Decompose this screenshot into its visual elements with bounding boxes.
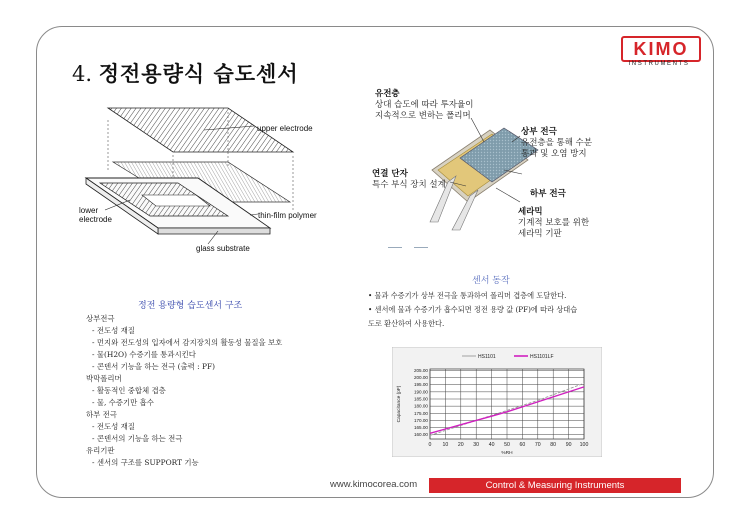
list-item: • 센서에 물과 수증기가 흡수되면 정전 용량 값 (PF)에 따라 상대습 — [368, 305, 578, 314]
x-tick-label: 80 — [550, 442, 557, 448]
footer-bar: Control & Measuring Instruments — [429, 478, 681, 493]
list-item: - 물(H2O) 수증기를 통과시킨다 — [92, 350, 196, 359]
list-item: 박막폴리머 — [86, 374, 122, 383]
capacitance-chart — [392, 347, 602, 457]
decor-dash — [388, 247, 402, 248]
label-upper-electrode: upper electrode — [257, 124, 313, 133]
structure-description-list — [86, 313, 282, 469]
list-item: 하부 전극 — [86, 410, 117, 419]
x-tick-label: 20 — [457, 442, 464, 448]
list-item: - 활동적인 중합체 겹층 — [92, 386, 166, 395]
list-item: 유리기판 — [86, 446, 115, 455]
page-title — [72, 58, 299, 88]
list-item: - 센서의 구조를 SUPPORT 기능 — [92, 458, 199, 467]
x-tick-label: 30 — [473, 442, 480, 448]
label-terminal: 연결 단자 특수 부식 장치 설계 — [372, 169, 446, 190]
y-axis-label: Capacitance (pF) — [397, 385, 402, 423]
label-lower: lower — [79, 206, 99, 215]
x-axis-label: %RH — [501, 451, 513, 456]
left-caption: 정전 용량형 습도센서 구조 — [138, 301, 243, 311]
list-item: - 먼지와 전도성의 입자에서 감지장치의 활동성 물질을 보호 — [92, 338, 283, 347]
label-dielectric: 유전층 상대 습도에 따라 투자율이 지속적으로 변하는 폴리머 — [375, 89, 474, 121]
list-item: - 콘덴서 기능을 하는 전극 (출력 : PF) — [92, 362, 215, 371]
list-item: 도로 환산하여 사용한다. — [368, 319, 445, 328]
list-item: - 물, 수증기만 흡수 — [92, 398, 154, 407]
label-upper-electrode-kr: 상부 전극 유전층을 통해 수분 통과 및 오염 방지 — [521, 127, 593, 159]
y-tick-label: 190.00 — [413, 389, 428, 395]
list-item: - 전도성 재질 — [92, 422, 135, 431]
legend-label: HS1101LF — [530, 354, 554, 360]
label-thin-film-polymer: thin-film polymer — [258, 211, 317, 220]
y-tick-label: 170.00 — [413, 417, 428, 423]
label-lower-electrode-kr: 하부 전극 — [530, 189, 566, 199]
list-item: - 콘덴서의 기능을 하는 전극 — [92, 434, 183, 443]
y-tick-label: 205.00 — [413, 367, 428, 373]
list-item: 상부전극 — [86, 314, 115, 323]
legend-label: HS1101 — [478, 354, 496, 360]
x-tick-label: 90 — [565, 442, 572, 448]
x-tick-label: 50 — [504, 442, 510, 448]
list-item: • 물과 수증기가 상부 전극을 통과하여 폴리머 겹층에 도달한다. — [368, 291, 567, 300]
x-tick-label: 0 — [428, 442, 432, 448]
right-caption: 센서 동작 — [472, 276, 510, 286]
list-item: - 전도성 재질 — [92, 326, 135, 335]
y-tick-label: 180.00 — [413, 403, 428, 409]
title-text: 정전용량식 습도센서 — [98, 62, 299, 86]
footer-url[interactable]: www.kimocorea.com — [330, 479, 418, 490]
x-tick-label: 100 — [579, 442, 589, 448]
label-electrode: electrode — [79, 215, 112, 224]
x-tick-label: 40 — [488, 442, 495, 448]
y-tick-label: 165.00 — [413, 425, 428, 431]
label-glass-substrate: glass substrate — [196, 244, 250, 253]
label-ceramic: 세라믹 기계적 보호를 위한 세라믹 기판 — [518, 207, 590, 239]
y-tick-label: 175.00 — [413, 410, 428, 416]
y-tick-label: 160.00 — [413, 432, 428, 438]
x-tick-label: 60 — [519, 442, 526, 448]
kimo-logo: KIMO — [621, 36, 701, 62]
x-tick-label: 10 — [442, 442, 449, 448]
kimo-logo-sub: INSTRUMENTS — [628, 61, 690, 67]
y-tick-label: 200.00 — [413, 375, 428, 381]
y-tick-label: 195.00 — [413, 382, 428, 388]
operation-description-list — [368, 289, 577, 331]
title-number: 4. — [72, 62, 93, 86]
decor-dash — [414, 247, 428, 248]
x-tick-label: 70 — [534, 442, 541, 448]
y-tick-label: 185.00 — [413, 396, 428, 402]
